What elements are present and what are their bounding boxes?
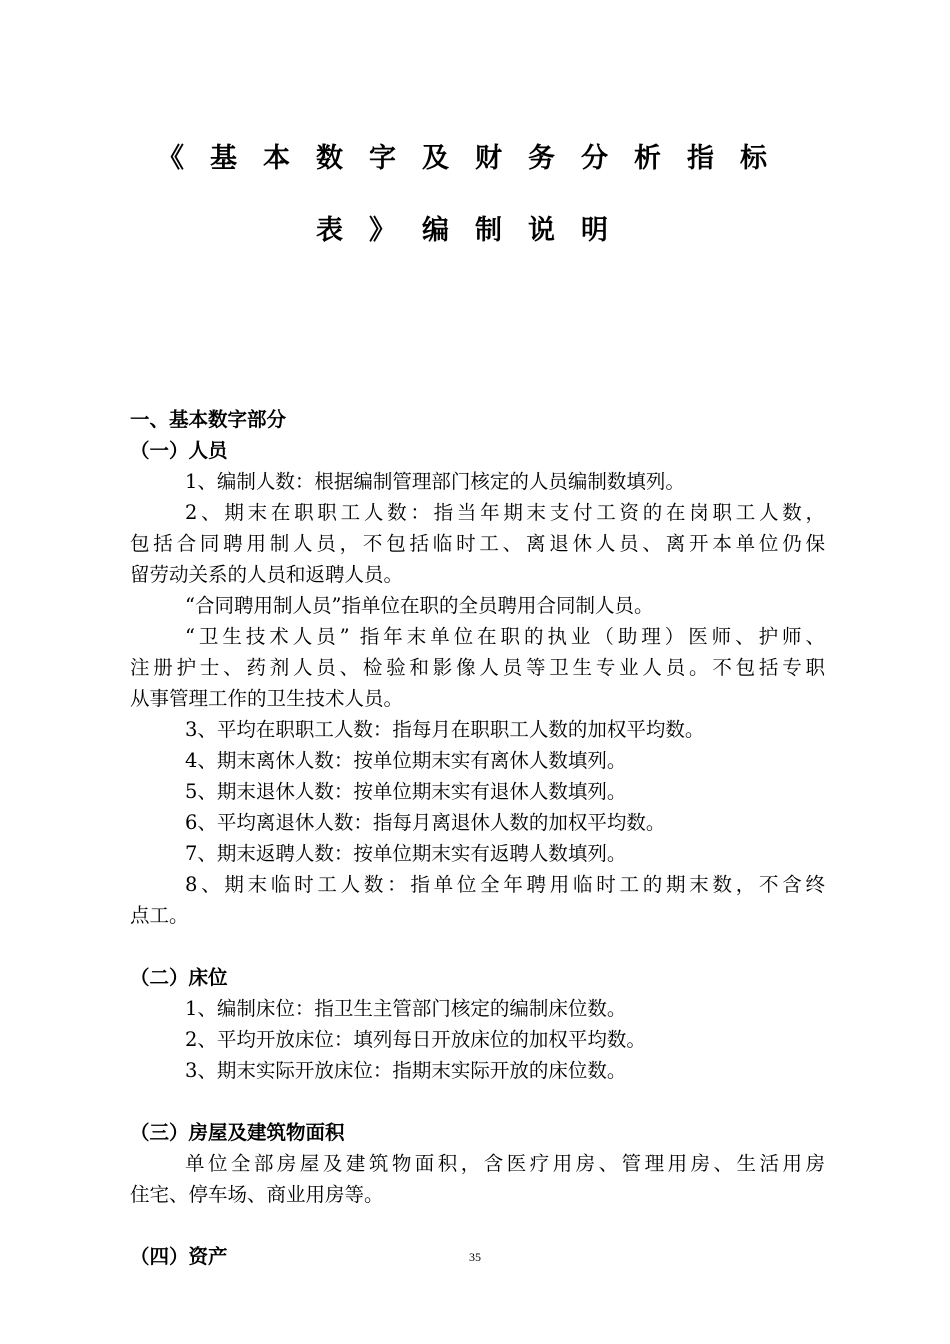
paragraph-line: 2、平均开放床位：填列每日开放床位的加权平均数。	[185, 1028, 646, 1051]
section-heading: （四）资产	[130, 1245, 228, 1268]
paragraph-line: “合同聘用制人员”指单位在职的全员聘用合同制人员。	[185, 594, 654, 617]
blank-line	[130, 1210, 825, 1241]
paragraph-line: 3、平均在职职工人数：指每月在职职工人数的加权平均数。	[185, 718, 705, 741]
paragraph-line: 注册护士、药剂人员、检验和影像人员等卫生专业人员。不包括专职	[130, 656, 825, 679]
document-body	[130, 404, 825, 1272]
section-heading: 一、基本数字部分	[130, 408, 287, 431]
paragraph-line: 1、编制床位：指卫生主管部门核定的编制床位数。	[185, 997, 627, 1020]
paragraph-line: 留劳动关系的人员和返聘人员。	[130, 563, 404, 586]
paragraph-line: 包括合同聘用制人员，不包括临时工、离退休人员、离开本单位仍保	[130, 532, 825, 555]
paragraph-line: 6、平均离退休人数：指每月离退休人数的加权平均数。	[185, 811, 666, 834]
section-heading: （二）床位	[130, 966, 228, 989]
blank-line	[130, 1086, 825, 1117]
paragraph-line: 住宅、停车场、商业用房等。	[130, 1183, 384, 1206]
paragraph-line: “卫生技术人员” 指年末单位在职的执业（助理）医师、护师、	[185, 625, 825, 648]
paragraph-line: 8、期末临时工人数：指单位全年聘用临时工的期末数，不含终	[185, 873, 825, 896]
paragraph-line: 点工。	[130, 904, 189, 927]
page-number: 35	[469, 1250, 481, 1264]
paragraph-line: 1、编制人数：根据编制管理部门核定的人员编制数填列。	[185, 470, 685, 493]
paragraph-line: 4、期末离休人数：按单位期末实有离休人数填列。	[185, 749, 627, 772]
document-title-line-1: 《基本数字及财务分析指标	[157, 143, 793, 174]
paragraph-line: 单位全部房屋及建筑物面积，含医疗用房、管理用房、生活用房	[185, 1152, 825, 1175]
section-heading: （三）房屋及建筑物面积	[130, 1121, 345, 1144]
blank-line	[130, 931, 825, 962]
paragraph-line: 7、期末返聘人数：按单位期末实有返聘人数填列。	[185, 842, 627, 865]
paragraph-line: 2、期末在职职工人数：指当年期末支付工资的在岗职工人数，	[185, 501, 825, 524]
section-heading: （一）人员	[130, 439, 228, 462]
paragraph-line: 从事管理工作的卫生技术人员。	[130, 687, 404, 710]
paragraph-line: 3、期末实际开放床位：指期末实际开放的床位数。	[185, 1059, 627, 1082]
paragraph-line: 5、期末退休人数：按单位期末实有退休人数填列。	[185, 780, 627, 803]
document-title-line-2: 表》编制说明	[316, 215, 634, 246]
